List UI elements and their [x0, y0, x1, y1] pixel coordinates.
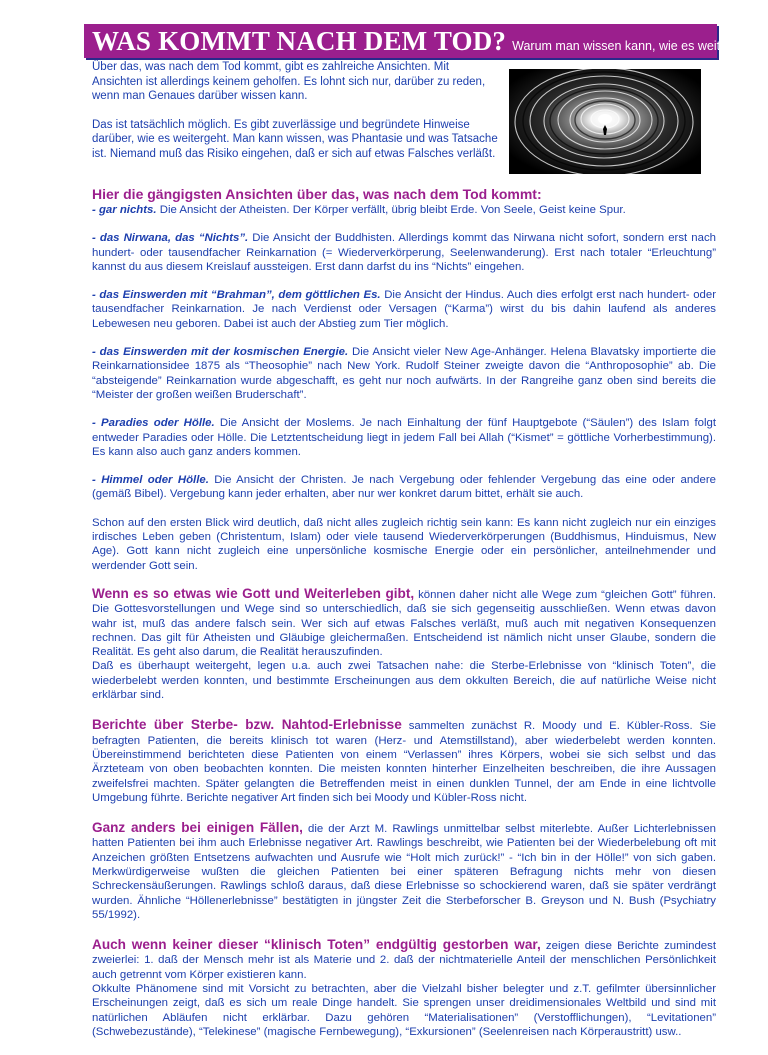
- view-item: [92, 473, 716, 502]
- section-text: zeigen diese Berichte zumindest zweierlei: 1. daß der Mensch mehr ist als Materie und 2. daß der nichtmaterielle Anteil der menschlichen Persönlichkeit auch getrennt vom Körper existieren kann.: [92, 940, 716, 981]
- view-item-lead: - das Einswerden mit der kosmischen Energie.: [92, 346, 349, 359]
- view-item-lead: - Himmel oder Hölle.: [92, 474, 209, 487]
- section-extra: Okkulte Phänomene sind mit Vorsicht zu betrachten, aber die Vielzahl bisher belegter und z.T. gefilmter übersinnlicher Erscheinungen zeigt, daß es sich um reale Dinge handelt. Sie sprengen unser dreidimensionales Weltbild und sind mit natürlichen Abläufen nicht erklärbar. Dazu gehören “Materialisationen” (Verstofflichungen), “Levitationen” (Schwebezustände), “Telekinese” (magische Fernbewegung), “Exkursionen” (Seelenreisen nach Körperaustritt) usw..: [92, 983, 716, 1038]
- intro: [92, 60, 502, 175]
- view-item-lead: - Paradies oder Hölle.: [92, 417, 215, 430]
- view-item: [92, 416, 716, 459]
- view-item-lead: - das Einswerden mit “Brahman”, dem göttlichen Es.: [92, 289, 381, 302]
- views-conclusion: Schon auf den ersten Blick wird deutlich, daß nicht alles zugleich richtig sein kann: Es kann nicht zugleich nur ein einziges irdisches Leben geben (Christentum, Islam) oder viele tausend Wiederverkörperungen (Buddhismus, Hinduismus, New Age). Gott kann nicht zugleich eine unpersönliche kosmische Energie oder ein persönlicher, anteilnehmender und werdender Gott sein.: [92, 516, 716, 572]
- view-item: [92, 231, 716, 274]
- intro-paragraph: Das ist tatsächlich möglich. Es gibt zuverlässige und begründete Hinweise darüber, wie es weitergeht. Man kann wissen, was Phantasie und was Tatsache ist. Niemand muß das Risiko eingehen, daß er sich auf etwas Falsches verläßt.: [92, 118, 498, 160]
- section-heading: Wenn es so etwas wie Gott und Weiterleben gibt,: [92, 585, 415, 601]
- page-title: WAS KOMMT NACH DEM TOD?: [92, 25, 507, 56]
- section-heading: Berichte über Sterbe- bzw. Nahtod-Erlebnisse: [92, 717, 402, 733]
- view-item-text: Die Ansicht der Moslems. Je nach Einhaltung der fünf Hauptgebote (“Säulen”) des Islam folgt entweder Paradies oder Hölle. Die Letztentscheidung liegt in jedem Fall bei Allah (“Kismet” = göttliche Vorherbestimmung). Es kann also auch ganz anders kommen.: [92, 417, 716, 458]
- section-clinically-dead: [92, 938, 716, 1039]
- view-item: [92, 345, 716, 402]
- view-item-lead: - gar nichts.: [92, 204, 157, 216]
- section-rawlings-cases: [92, 821, 716, 922]
- section-heading: Auch wenn keiner dieser “klinisch Toten” endgültig gestorben war,: [92, 937, 541, 953]
- section-text: die der Arzt M. Rawlings unmittelbar selbst miterlebte. Außer Lichterlebnissen hatten Patienten bei ihm auch Erlebnisse negativer Art. Rawlings beschreibt, wie Patienten bei der Wiederbelebung oft mit Anzeichen größten Entsetzens aufwachten und Ausrufe wie “Holt mich zurück!” - “Ich bin in der Hölle!” von sich gaben. Merkwürdigerweise wußten die gleichen Patienten bei einer späteren Befragung nichts mehr von diesen Schreckensäußerungen. Rawlings schloß daraus, daß diese Erlebnisse so schockierend waren, daß sie später verdrängt wurden. Ähnliche “Höllenerlebnisse” bestätigten in jüngster Zeit die Sterbeforscher B. Greyson und N. Bush (Psychiatry 55/1992).: [92, 823, 716, 921]
- section-paragraph: [92, 938, 716, 982]
- section-near-death-reports: [92, 718, 716, 805]
- section-extra: Daß es überhaupt weitergeht, legen u.a. auch zwei Tatsachen nahe: die Sterbe-Erlebnisse von “klinisch Toten”, die wiederbelebt werden konnten, und bestimmte Erscheinungen aus dem okkulten Bereich, die auf natürliche Weise nicht erklärbar sind.: [92, 660, 716, 702]
- page-subtitle: Warum man wissen kann, wie es weitergeht: [512, 39, 756, 53]
- section-paragraph: [92, 821, 716, 922]
- view-item-text: Die Ansicht der Christen. Je nach Vergebung oder fehlender Vergebung das eine oder andere (gemäß Bibel). Vergebung kann jeder erhalten, aber nur wer konkret darum bittet, erhält sie auch.: [92, 474, 716, 501]
- tunnel-of-light-illustration: [509, 69, 701, 174]
- tunnel-icon: [509, 69, 701, 174]
- section-text: können daher nicht alle Wege zum “gleichen Gott” führen. Die Gottesvorstellungen und Wege sind so unterschiedlich, daß sie sich gegenseitig ausschließen. Wenn etwas davon wahr ist, muß das andere falsch sein. Wer sich auf etwas Falsches verläßt, muß auch mit negativen Konsequenzen rechnen. Das gilt für Atheisten und Gläubige gleichermaßen. Entscheidend ist nämlich nicht unser Glaube, sondern die Realität. Es geht also darum, die Realität herauszufinden.: [92, 588, 716, 659]
- section-paragraph: [92, 587, 716, 659]
- view-item: [92, 288, 716, 331]
- view-item-text: Die Ansicht vieler New Age-Anhänger. Helena Blavatsky importierte die Reinkarnationsidee 1875 als “Theosophie” nach New York. Rudolf Steiner zweigte davon die “Anthroposophie” ab. Die “absteigende” Reinkarnation wurde abgeschafft, es geht nur noch aufwärts. In der Rangreihe ganz oben sind bereits die “Meister der großen weißen Bruderschaft”.: [92, 346, 716, 401]
- section-text: sammelten zunächst R. Moody und E. Kübler-Ross. Sie befragten Patienten, die bereits klinisch tot waren (Herz- und Atemstillstand), aber wiederbelebt werden konnten. Übereinstimmend berichteten diese Patienten von einem “Verlassen” ihres Körpers, wobei sie sich selbst und das Ärzteteam von oben beobachten konnten. Die meisten konnten hinterher Einzelheiten beschreiben, die ihre Aussagen zweifelsfrei machten. Später gelangten die Betreffenden meist in einen dunklen Tunnel, der am Ende in eine lichtvolle Umgebung führte. Berichte negativer Art finden sich bei Moody und Kübler-Ross nicht.: [92, 720, 716, 804]
- section-paragraph: [92, 718, 716, 805]
- view-item: [92, 203, 716, 217]
- main-content: [92, 186, 716, 1055]
- intro-paragraph: Über das, was nach dem Tod kommt, gibt es zahlreiche Ansichten. Mit Ansichten ist allerdings keinem geholfen. Es lohnt sich nur, darüber zu reden, wenn man Genaues darüber wissen kann.: [92, 61, 486, 102]
- section-heading: Ganz anders bei einigen Fällen,: [92, 820, 303, 836]
- section-god-and-afterlife: [92, 587, 716, 702]
- views-heading: Hier die gängigsten Ansichten über das, was nach dem Tod kommt:: [92, 186, 542, 202]
- view-item-text: Die Ansicht der Hindus. Auch dies erfolgt erst nach hundert- oder tausendfacher Reinkarnation. Je nach Verdienst oder Versagen (“Karma”) wirst du bis dahin laufend als anderes Lebewesen neu geboren. Dabei ist auch der Abstieg zum Tier möglich.: [92, 289, 716, 330]
- title-banner: [84, 24, 756, 58]
- view-item-lead: - das Nirwana, das “Nichts”.: [92, 232, 249, 245]
- view-item-text: Die Ansicht der Atheisten. Der Körper verfällt, übrig bleibt Erde. Von Seele, Geist keine Spur.: [156, 204, 626, 216]
- view-item-text: Die Ansicht der Buddhisten. Allerdings kommt das Nirwana nicht sofort, sondern erst nach hundert- oder tausendfacher Reinkarnation (= Wiederverkörperung, Seelenwanderung). Erst nach totaler “Erleuchtung” kannst du aus diesem Kreislauf aussteigen. Erst dann darfst du ins “Nichts” eingehen.: [92, 232, 716, 273]
